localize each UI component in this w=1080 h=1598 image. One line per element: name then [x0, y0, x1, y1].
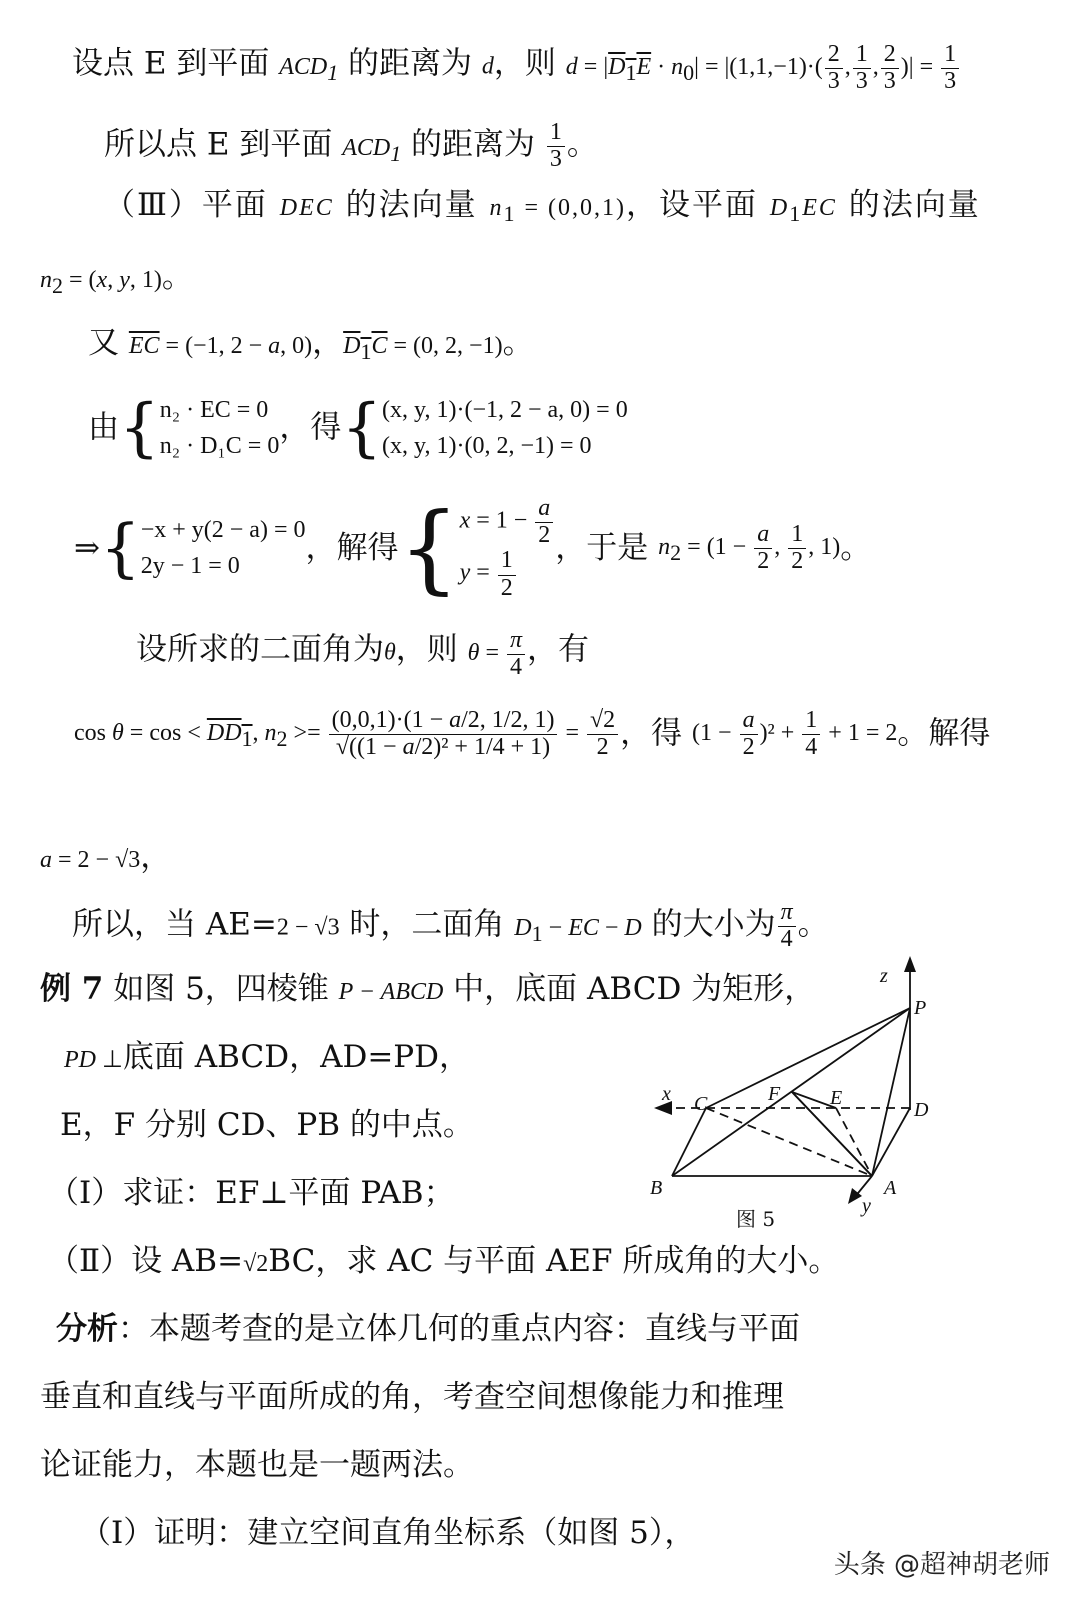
edge-pc	[706, 1008, 910, 1108]
line-11	[72, 900, 829, 952]
text: 所以，当 AE=	[72, 906, 277, 943]
text: ，解得	[305, 529, 399, 566]
example-label: 例 7	[40, 971, 104, 1007]
equation: n₂ · D₁C = 0	[159, 433, 280, 459]
math-pd-perp: PD ⊥	[64, 1047, 123, 1073]
z-axis-arrow	[904, 956, 916, 972]
math-plane-acd1: $ACD_1$	[279, 53, 339, 85]
equation: 2y − 1 = 0	[140, 553, 240, 580]
text: 。	[566, 126, 598, 163]
text: 中，底面 ABCD 为矩形，	[443, 971, 816, 1007]
text: 如图 5，四棱锥	[103, 971, 339, 1007]
segment-ac	[706, 1108, 872, 1176]
text: 。	[840, 529, 872, 566]
watermark: 头条 @超神胡老师	[833, 1550, 1050, 1580]
text: 垂直和直线与平面所成的角，考查空间想像能力和推理	[40, 1379, 784, 1415]
label-d: D	[914, 1099, 929, 1121]
line-5	[88, 325, 534, 364]
fraction-pi-over-4: $\frac{\pi}{4}$	[778, 900, 796, 952]
label-a: A	[884, 1177, 897, 1199]
text: 的距离为	[338, 45, 482, 82]
figure-caption: 图 5	[736, 1207, 776, 1231]
text: （Ⅰ）求证：EF⊥平面 PAB；	[48, 1175, 455, 1211]
edge-bc	[672, 1108, 706, 1176]
text: （Ⅰ）证明：建立空间直角坐标系（如图 5），	[80, 1515, 696, 1551]
equation-system	[460, 496, 556, 601]
line-16	[48, 1243, 840, 1279]
text: 设点 E 到平面	[72, 45, 280, 82]
text: ，得	[620, 715, 693, 752]
text: 的法向量	[836, 187, 981, 223]
left-brace: {	[398, 492, 460, 605]
left-brace: {	[341, 391, 383, 465]
text: 。	[797, 906, 829, 943]
math-d: d	[481, 53, 494, 80]
text: 。	[161, 259, 193, 295]
text: ⇒	[74, 529, 100, 566]
text: 设所求的二面角为	[136, 631, 384, 668]
math-plane-acd1: $ACD_1$	[342, 134, 402, 166]
pyramid-figure	[640, 950, 940, 1240]
label-y: y	[862, 1195, 871, 1217]
equation: y = $\frac{1}{2}$	[460, 548, 556, 600]
text: 论证能力，本题也是一题两法。	[40, 1447, 474, 1483]
equation-system	[160, 392, 280, 464]
line-14	[60, 1107, 474, 1143]
equation-system	[382, 392, 628, 464]
fraction-one-third: $\frac{1}{3}$	[547, 120, 565, 172]
line-19	[40, 1447, 474, 1483]
label-x: x	[662, 1083, 671, 1105]
math-dec: DEC	[279, 195, 334, 221]
math-n1: $n_1 = (0,0,1)$	[489, 195, 626, 226]
text: ，则	[395, 631, 468, 668]
math-a-value: a = 2 − √3	[40, 847, 141, 873]
math-n2: $n_2 = (x$, y, 1)	[40, 267, 162, 298]
math-sqrt2: √2	[243, 1251, 269, 1277]
line-1	[72, 42, 961, 94]
math-theta: θ	[384, 639, 396, 666]
equation-system	[141, 512, 306, 584]
text: 时，二面角	[339, 906, 515, 943]
line-13	[64, 1039, 471, 1075]
math-vector-ec: $\overline{EC} = (-1$, 2 − a, 0)	[128, 333, 313, 359]
line-18	[40, 1379, 784, 1415]
line-20	[80, 1515, 696, 1551]
text: ：本题考查的是立体几何的重点内容：直线与平面	[118, 1311, 800, 1347]
line-2	[104, 120, 598, 172]
edge-ad	[872, 1108, 910, 1176]
equation: (x, y, 1)·(0, 2, −1) = 0	[382, 433, 592, 459]
text: 底面 ABCD，AD=PD，	[122, 1039, 471, 1075]
line-10	[40, 839, 172, 875]
text: 。	[502, 325, 534, 361]
text: 所以点 E 到平面	[104, 126, 343, 163]
text: （Ⅱ）设 AB=	[48, 1243, 244, 1279]
text: ，	[140, 839, 172, 875]
math-n2-solution: $n_2 = (1$ − $\frac{a}{2}$ , $\frac{1}{2}$ , 1)	[658, 521, 841, 575]
text: 由	[88, 409, 119, 446]
line-17	[56, 1311, 800, 1347]
equation: (x, y, 1)·(−1, 2 − a, 0) = 0	[382, 397, 628, 423]
line-6	[88, 392, 628, 464]
distance-formula: $d = |D_1E \cdot n_0| = |(1,1,-1)\cdot$( $\frac{2}{3}$ , $\frac{1}{3}$ , $\frac{2}{3}$ )| = $\frac{1}{3}$	[566, 54, 961, 80]
left-brace: {	[119, 391, 160, 465]
line-9	[74, 708, 990, 760]
text: ，得	[279, 409, 342, 446]
math-dihedral-angle: $D_1$ − EC − D	[514, 914, 642, 946]
text: BC，求 AC 与平面 AEF 所成角的大小。	[268, 1243, 840, 1279]
text: ，	[312, 325, 344, 361]
line-8	[136, 628, 589, 680]
cosine-formula: $\cos \theta = \cos < DD_1$, $n_2$ >= $\frac{(0,0,1)\cdot(1 - a/2, 1/2, 1)}{\text{√((1 − a/2)² + 1/4 + 1)}}$ = $\frac{√2}{2}$	[74, 720, 620, 746]
math-d1ec: $D_1EC$	[769, 195, 837, 226]
line-15	[48, 1175, 455, 1211]
label-p: P	[914, 997, 927, 1019]
text: ，则	[493, 45, 566, 82]
text: （Ⅲ）平面	[104, 187, 280, 223]
label-b: B	[650, 1177, 663, 1199]
text: 的距离为	[401, 126, 545, 163]
line-4	[40, 259, 193, 298]
math-ae-value: 2 − √3	[276, 914, 340, 941]
left-brace: {	[99, 511, 141, 586]
equation: n₂ · EC = 0	[159, 397, 269, 423]
line-7	[74, 492, 872, 605]
math-vector-d1c: $D_1C = (0$, 2, −1)	[343, 333, 503, 364]
text: ，有	[527, 631, 590, 668]
line-3	[104, 187, 981, 226]
math-theta-value: θ = $\frac{\pi}{4}$	[468, 640, 527, 666]
label-e: E	[830, 1087, 843, 1109]
equation: x = 1 − $\frac{a}{2}$	[460, 496, 556, 548]
text: ，于是	[555, 529, 659, 566]
text: 又	[88, 325, 129, 361]
edge-pb	[672, 1008, 910, 1176]
label-c: C	[694, 1093, 708, 1115]
text: E，F 分别 CD、PB 的中点。	[60, 1107, 474, 1143]
label-f: F	[768, 1083, 781, 1105]
text: 的法向量	[333, 187, 490, 223]
segment-ae	[836, 1108, 872, 1176]
edge-pa	[872, 1008, 910, 1176]
equation: (1 − $\frac{a}{2}$ )² + $\frac{1}{4}$ + 1 = 2	[692, 707, 898, 761]
math-pyramid: P − ABCD	[338, 979, 444, 1005]
analysis-label: 分析	[56, 1311, 118, 1347]
text: 。解得	[897, 715, 991, 752]
equation: −x + y(2 − a) = 0	[140, 517, 306, 544]
text: ，设平面	[626, 187, 770, 223]
label-z: z	[880, 965, 888, 987]
text: 的大小为	[641, 906, 776, 943]
